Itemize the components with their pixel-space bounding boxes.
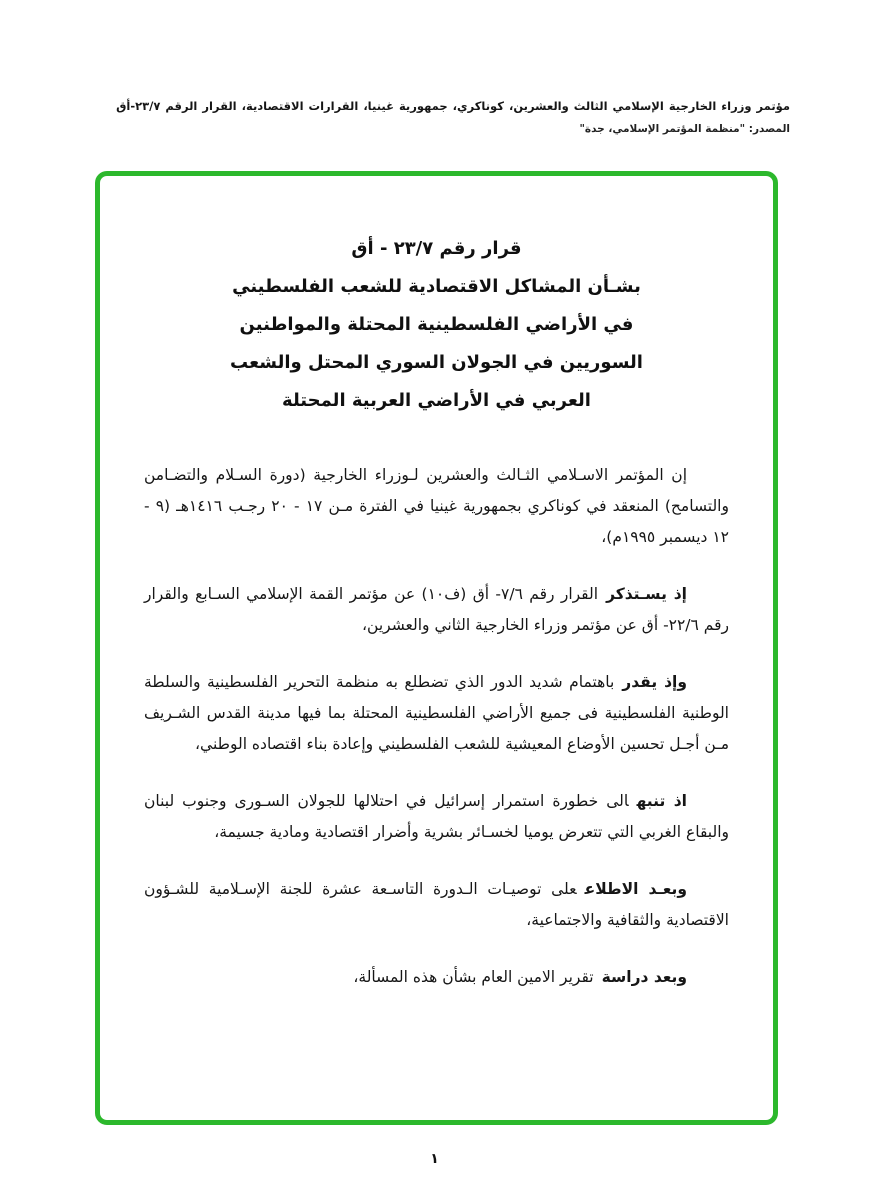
paragraph-having-reviewed (144, 874, 729, 936)
paragraph-text: على توصيـات الـدورة التاسـعة عشرة للجنة الإسـلامية للشـؤون الاقتصادية والثقافية والاجتماعية، (144, 880, 729, 929)
resolution-box (95, 171, 778, 1125)
paragraph-recalling (144, 579, 729, 641)
title-line-5: العربي في الأراضي العربية المحتلة (282, 390, 591, 411)
title-line-4: السوريين في الجولان السوري المحتل والشعب (230, 352, 643, 373)
header-citation: مؤتمر وزراء الخارجية الإسلامي الثالث والعشرين، كوناكري، جمهورية غينيا، القرارات الاقتصادية، القرار الرقم ٢٣/٧-أق (116, 99, 790, 113)
paragraph-text: تقرير الامين العام بشأن هذه المسألة، (353, 968, 594, 986)
page-number: ١ (430, 1151, 439, 1167)
paragraph-having-studied (144, 962, 729, 993)
resolution-body (144, 460, 729, 993)
paragraph-lead: وبعد دراسة (601, 968, 687, 986)
title-line-2: بشـأن المشاكل الاقتصادية للشعب الفلسطيني (232, 276, 641, 297)
paragraph-appreciating (144, 667, 729, 760)
document-header (70, 98, 790, 135)
resolution-title (144, 230, 729, 420)
paragraph-text: الى خطورة استمرار إسرائيل في احتلالها للجولان السـورى وجنوب لبنان والبقاع الغربي التي تتعرض يوميا لخسـائر بشرية وأضرار اقتصادية ومادية جسيمة، (144, 792, 729, 841)
paragraph-text: القرار رقم ٧/٦- أق (ف١٠) عن مؤتمر القمة الإسلامي السـابع والقرار رقم ٢٢/٦- أق عن مؤتمر وزراء الخارجية الثاني والعشرين، (144, 585, 729, 634)
paragraph-alerting (144, 786, 729, 848)
paragraph-text: باهتمام شديد الدور الذي تضطلع به منظمة التحرير الفلسطينية والسلطة الوطنية الفلسطينية فى جميع الأراضي الفلسطينية المحتلة بما فيها مدينة القدس الشـريف مـن أجـل تحسين الأوضاع المعيشية للشعب الفلسطيني وإعادة بناء اقتصاده الوطني، (144, 673, 729, 753)
title-line-1: قرار رقم ٢٣/٧ - أق (351, 238, 522, 259)
paragraph-lead: إذ يسـتذكر (606, 585, 687, 603)
paragraph-preamble (144, 460, 729, 553)
paragraph-text: إن المؤتمر الاسـلامي الثـالث والعشرين لـوزراء الخارجية (دورة السـلام والتضـامن والتسامح) المنعقد في كوناكري بجمهورية غينيا في الفترة مـن ١٧ - ٢٠ رجـب ١٤١٦هـ (٩ - ١٢ ديسمبر ١٩٩٥م)، (144, 466, 729, 546)
paragraph-lead: وإذ يقدر (622, 673, 687, 691)
paragraph-lead: وبعـد الاطلاع (584, 880, 688, 898)
title-line-3: في الأراضي الفلسطينية المحتلة والمواطنين (239, 314, 634, 335)
header-source: المصدر: "منظمة المؤتمر الإسلامي، جدة" (579, 123, 790, 135)
paragraph-lead: اذ تنبه (636, 792, 687, 810)
